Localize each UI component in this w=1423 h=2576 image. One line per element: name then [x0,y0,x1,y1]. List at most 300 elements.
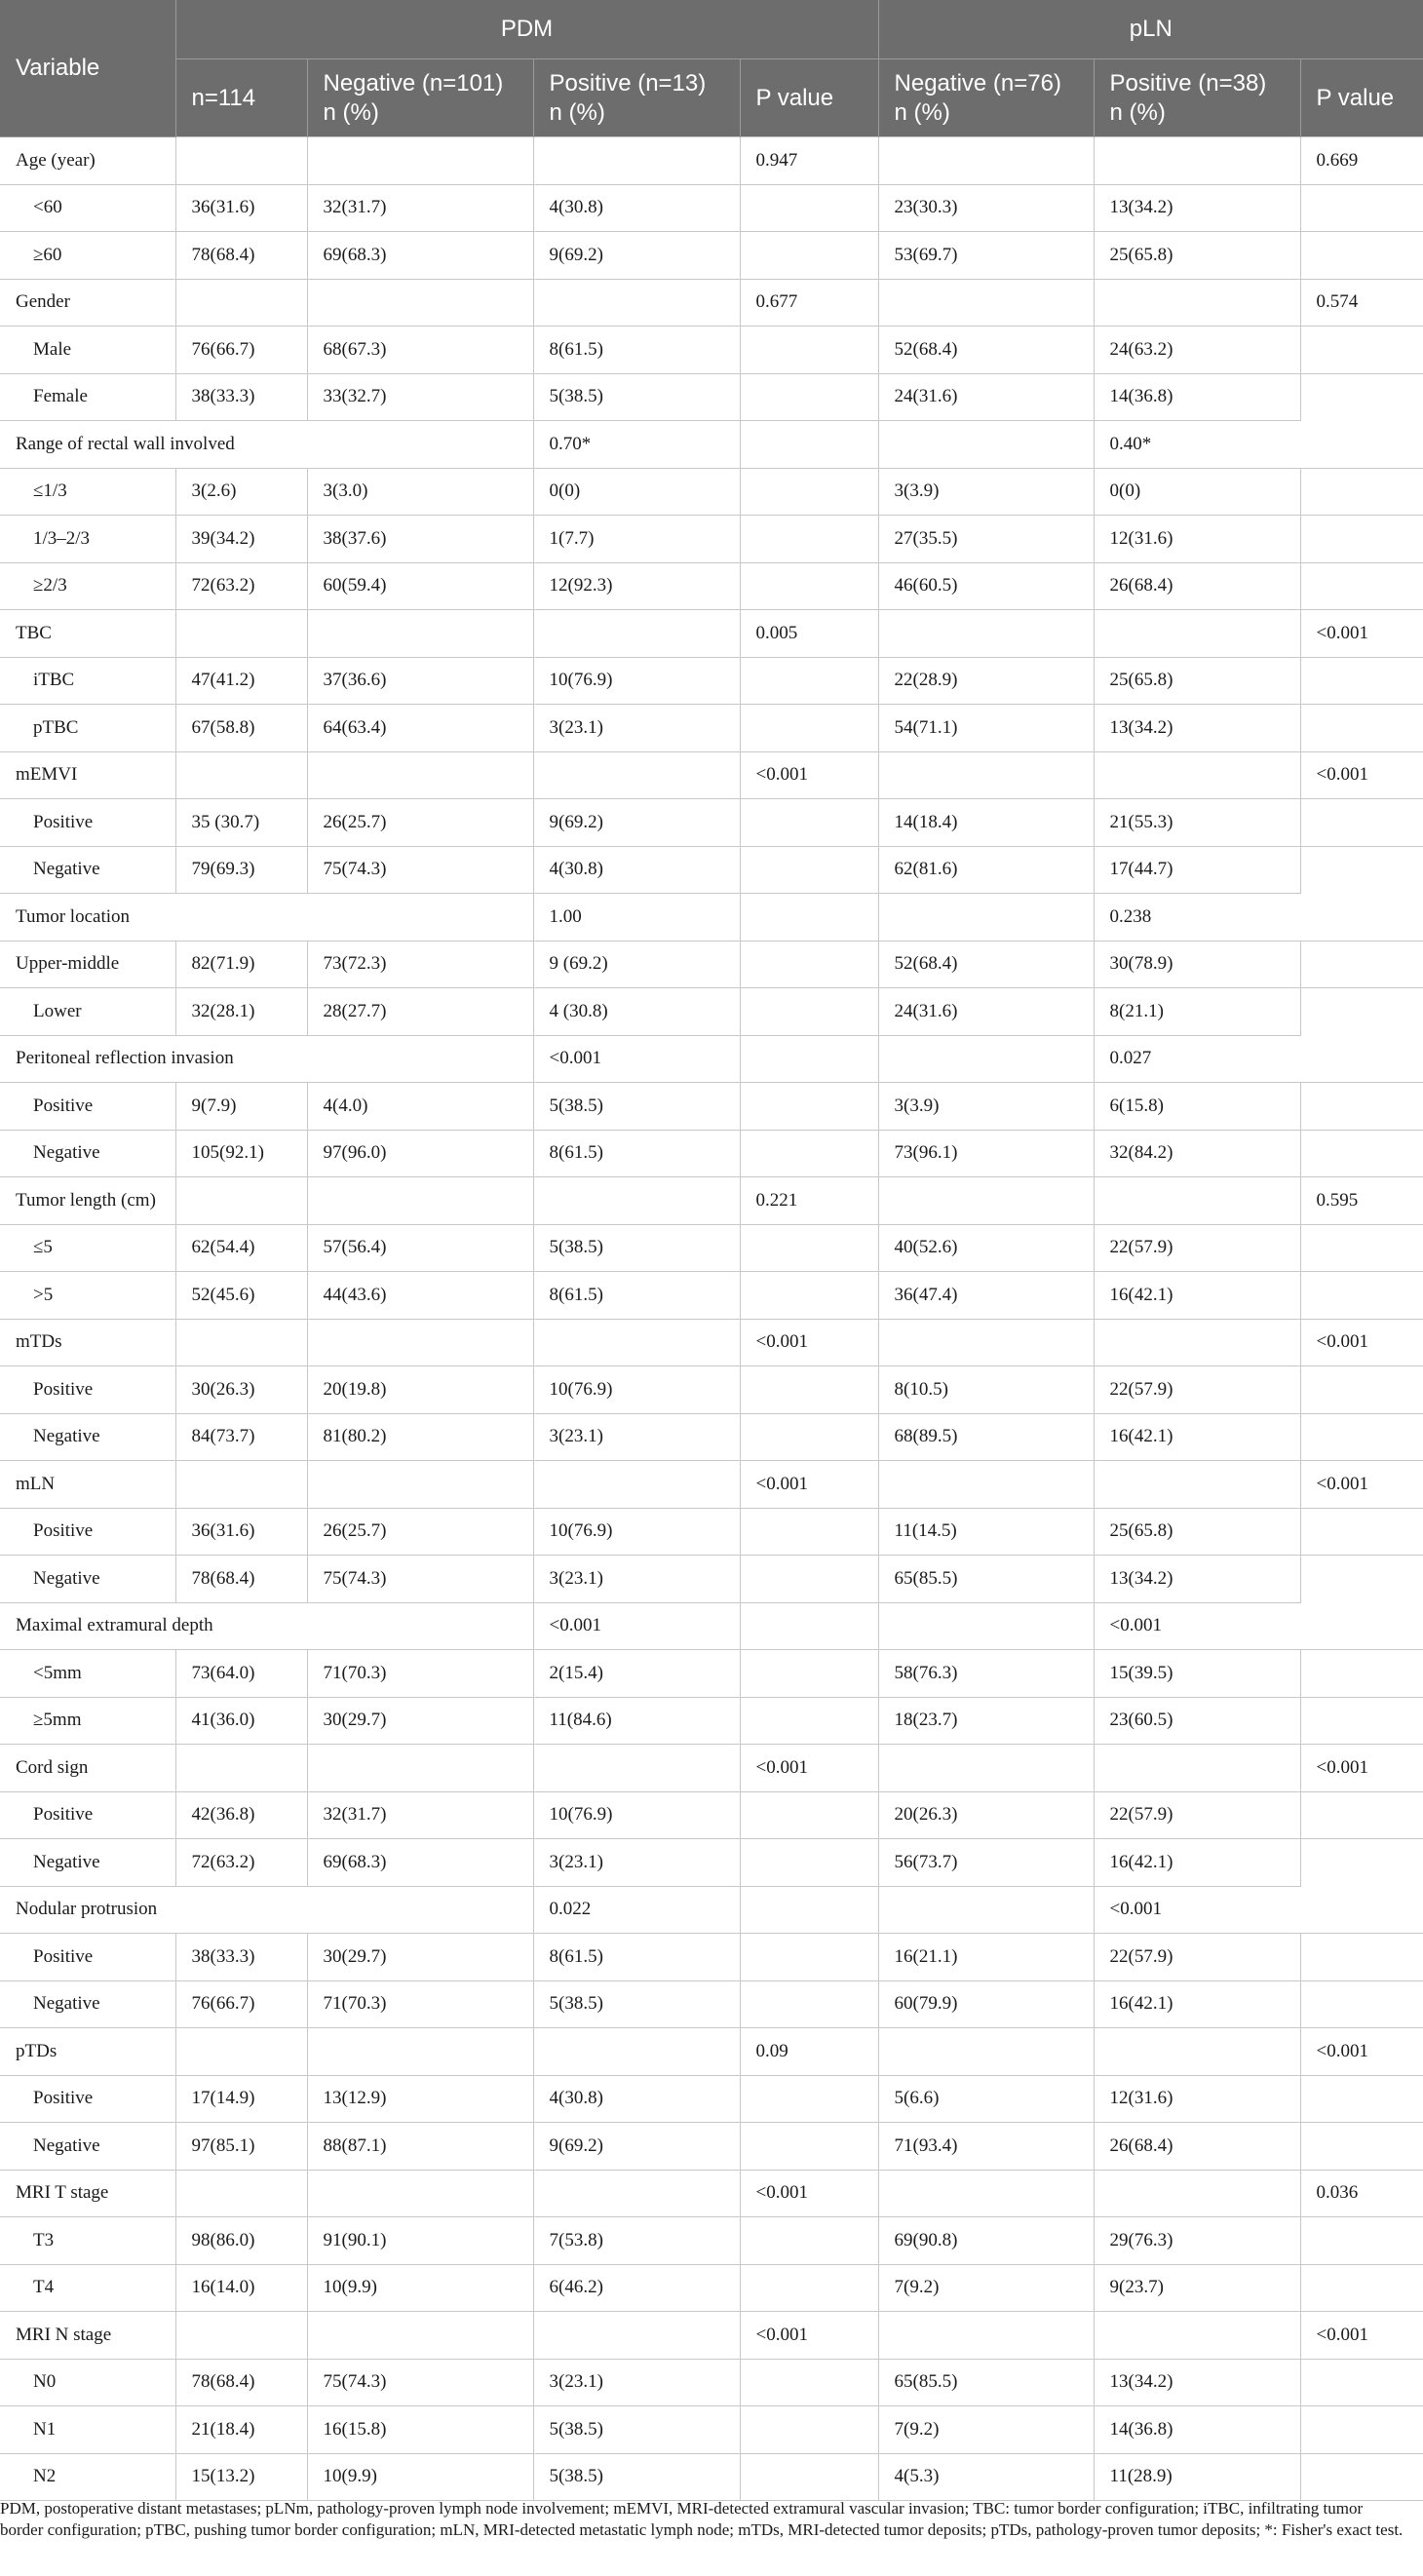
row-label: MRI N stage [0,2312,175,2360]
table-cell: 27(35.5) [878,516,1094,563]
table-cell: 98(86.0) [175,2217,307,2265]
table-cell: 4 (30.8) [533,988,740,1036]
row-label: Positive [0,1508,175,1556]
table-cell [878,1319,1094,1366]
row-label: Negative [0,1556,175,1603]
row-label: Gender [0,279,175,327]
table-row [0,327,1423,374]
table-row [0,1556,1423,1603]
table-cell: 14(36.8) [1094,373,1300,421]
table-cell [740,1839,878,1887]
table-cell: 7(53.8) [533,2217,740,2265]
table-cell: 30(29.7) [307,1697,533,1745]
table-row [0,2406,1423,2454]
table-cell [1300,232,1423,280]
table-cell: 24(63.2) [1094,327,1300,374]
table-cell [533,1177,740,1225]
table-cell [740,468,878,516]
table-cell [1300,1697,1423,1745]
table-cell: 68(89.5) [878,1413,1094,1461]
table-cell [740,1886,878,1934]
table-cell [1300,2075,1423,2123]
table-cell: 37(36.6) [307,657,533,705]
table-row [0,2453,1423,2501]
table-cell: 3(23.1) [533,1413,740,1461]
table-cell: 38(33.3) [175,1934,307,1981]
table-row [0,2312,1423,2360]
row-label: N2 [0,2453,175,2501]
table-cell: 16(42.1) [1094,1839,1300,1887]
table-cell: 16(14.0) [175,2264,307,2312]
row-label: Peritoneal reflection invasion [0,1035,533,1083]
table-cell: 17(14.9) [175,2075,307,2123]
row-label: mTDs [0,1319,175,1366]
table-cell [878,1177,1094,1225]
table-row [0,468,1423,516]
table-row [0,516,1423,563]
table-row [0,988,1423,1036]
table-cell: 3(23.1) [533,1556,740,1603]
table-row [0,421,1423,469]
table-row [0,373,1423,421]
table-cell [1300,1508,1423,1556]
table-row [0,1319,1423,1366]
table-row [0,1366,1423,1414]
table-cell: 14(36.8) [1094,2406,1300,2454]
table-cell: 9(7.9) [175,1083,307,1131]
table-cell: 13(34.2) [1094,705,1300,752]
table-row [0,1508,1423,1556]
row-label: Negative [0,1413,175,1461]
table-cell: 16(42.1) [1094,1413,1300,1461]
table-cell: 52(45.6) [175,1272,307,1320]
table-cell [1094,2028,1300,2076]
table-cell [1300,2123,1423,2171]
table-cell [307,1461,533,1509]
table-cell: <0.001 [1300,1745,1423,1792]
table-cell [740,1934,878,1981]
table-cell: 81(80.2) [307,1413,533,1461]
table-cell: 62(54.4) [175,1224,307,1272]
table-cell: 10(76.9) [533,657,740,705]
table-cell: 76(66.7) [175,1980,307,2028]
table-cell [307,751,533,799]
table-row [0,1697,1423,1745]
table-cell: 0.40* [1094,421,1300,469]
table-cell: 82(71.9) [175,941,307,988]
table-cell [1300,2359,1423,2406]
row-label: Positive [0,1791,175,1839]
row-label: MRI T stage [0,2170,175,2217]
table-row [0,1224,1423,1272]
table-cell: 9(69.2) [533,799,740,847]
table-cell [878,1035,1094,1083]
header-group-pln: pLN [878,0,1423,59]
table-cell: <0.001 [533,1602,740,1650]
table-row [0,1035,1423,1083]
table-cell: 46(60.5) [878,562,1094,610]
table-cell: 105(92.1) [175,1130,307,1177]
table-row [0,562,1423,610]
table-cell [1300,657,1423,705]
table-cell: <0.001 [1300,1461,1423,1509]
table-cell [878,1602,1094,1650]
row-label: ≤5 [0,1224,175,1272]
table-row [0,1650,1423,1698]
table-cell: 8(61.5) [533,327,740,374]
table-cell: 10(76.9) [533,1791,740,1839]
table-cell: 54(71.1) [878,705,1094,752]
table-cell [1094,137,1300,185]
table-cell: 10(76.9) [533,1366,740,1414]
table-cell [1300,1083,1423,1131]
table-cell: 3(23.1) [533,705,740,752]
table-cell: 0.027 [1094,1035,1300,1083]
table-cell [1300,1791,1423,1839]
table-cell [1094,1745,1300,1792]
table-cell [1300,516,1423,563]
table-row [0,1791,1423,1839]
row-label: <5mm [0,1650,175,1698]
table-cell: 69(90.8) [878,2217,1094,2265]
table-cell [740,1508,878,1556]
table-cell [878,137,1094,185]
table-cell: 0.005 [740,610,878,658]
table-cell [175,1745,307,1792]
table-cell [740,2406,878,2454]
table-cell [533,1461,740,1509]
table-cell: 3(2.6) [175,468,307,516]
table-cell [740,2359,878,2406]
table-cell [740,1556,878,1603]
table-cell: 72(63.2) [175,562,307,610]
row-label: >5 [0,1272,175,1320]
table-cell: 30(26.3) [175,1366,307,1414]
table-cell [307,1177,533,1225]
table-cell: 26(68.4) [1094,562,1300,610]
table-cell: 73(96.1) [878,1130,1094,1177]
table-row [0,941,1423,988]
row-label: Negative [0,1839,175,1887]
table-cell: 5(38.5) [533,1083,740,1131]
column-header: P value [1300,59,1423,137]
table-cell: 75(74.3) [307,1556,533,1603]
table-cell: 0.947 [740,137,878,185]
table-cell: 38(37.6) [307,516,533,563]
table-cell: <0.001 [1300,751,1423,799]
row-label: T3 [0,2217,175,2265]
row-label: N1 [0,2406,175,2454]
table-cell [1300,1130,1423,1177]
table-cell: 8(21.1) [1094,988,1300,1036]
table-cell: 71(93.4) [878,2123,1094,2171]
table-cell [740,2217,878,2265]
table-cell: 5(6.6) [878,2075,1094,2123]
table-cell [1300,1366,1423,1414]
table-cell: 3(23.1) [533,2359,740,2406]
table-cell: 64(63.4) [307,705,533,752]
row-label: Tumor location [0,894,533,942]
row-label: Nodular protrusion [0,1886,533,1934]
table-cell: 5(38.5) [533,373,740,421]
table-cell: 36(31.6) [175,184,307,232]
table-cell: 97(96.0) [307,1130,533,1177]
table-cell [1300,1980,1423,2028]
table-cell [1300,941,1423,988]
table-cell [1300,1272,1423,1320]
table-cell [533,279,740,327]
table-cell [878,1461,1094,1509]
table-cell: 30(29.7) [307,1934,533,1981]
table-cell: 15(13.2) [175,2453,307,2501]
table-cell: 16(42.1) [1094,1980,1300,2028]
table-cell: 22(57.9) [1094,1366,1300,1414]
row-label: pTBC [0,705,175,752]
table-row [0,751,1423,799]
column-header: Positive (n=38) n (%) [1094,59,1300,137]
table-cell: <0.001 [740,2170,878,2217]
table-cell [533,610,740,658]
table-cell: 28(27.7) [307,988,533,1036]
table-cell: 13(34.2) [1094,184,1300,232]
table-cell: 12(31.6) [1094,516,1300,563]
table-cell: 40(52.6) [878,1224,1094,1272]
table-cell: 3(3.9) [878,468,1094,516]
table-cell: 78(68.4) [175,232,307,280]
table-cell: 32(31.7) [307,1791,533,1839]
table-cell [878,1745,1094,1792]
table-cell: <0.001 [740,1745,878,1792]
table-cell: 23(60.5) [1094,1697,1300,1745]
table-row [0,279,1423,327]
table-cell: <0.001 [1300,1319,1423,1366]
table-cell [878,1886,1094,1934]
table-cell: 3(3.9) [878,1083,1094,1131]
table-row [0,610,1423,658]
row-label: Range of rectal wall involved [0,421,533,469]
table-cell: 8(10.5) [878,1366,1094,1414]
table-cell: 57(56.4) [307,1224,533,1272]
table-cell [175,610,307,658]
table-cell: 0.09 [740,2028,878,2076]
table-cell: 15(39.5) [1094,1650,1300,1698]
table-cell: <0.001 [740,2312,878,2360]
table-cell: 78(68.4) [175,1556,307,1603]
table-cell [1300,1413,1423,1461]
table-cell: 10(9.9) [307,2453,533,2501]
table-cell [1300,1934,1423,1981]
table-cell: 11(84.6) [533,1697,740,1745]
table-row [0,1839,1423,1887]
table-row [0,1083,1423,1131]
table-cell: <0.001 [533,1035,740,1083]
table-cell: 0.022 [533,1886,740,1934]
table-cell: 29(76.3) [1094,2217,1300,2265]
table-cell [740,1650,878,1698]
table-cell: 32(84.2) [1094,1130,1300,1177]
table-cell [740,846,878,894]
table-cell: 24(31.6) [878,988,1094,1036]
table-cell [740,1413,878,1461]
table-cell [1300,327,1423,374]
table-cell [740,941,878,988]
table-cell: 16(15.8) [307,2406,533,2454]
table-cell: 10(76.9) [533,1508,740,1556]
table-cell [1094,279,1300,327]
row-label: Maximal extramural depth [0,1602,533,1650]
table-cell [533,2028,740,2076]
table-cell [307,1745,533,1792]
table-cell: 42(36.8) [175,1791,307,1839]
table-cell [740,657,878,705]
table-cell [740,1791,878,1839]
table-cell [878,2028,1094,2076]
table-cell: 26(25.7) [307,1508,533,1556]
table-cell: 2(15.4) [533,1650,740,1698]
table-cell: 11(14.5) [878,1508,1094,1556]
table-cell: 0.677 [740,279,878,327]
table-cell: 0.238 [1094,894,1300,942]
table-cell: 0.221 [740,1177,878,1225]
table-cell [1300,562,1423,610]
table-row [0,137,1423,185]
table-cell [1094,2170,1300,2217]
table-cell [175,1461,307,1509]
table-cell [175,1319,307,1366]
table-cell: 91(90.1) [307,2217,533,2265]
table-cell: 0.70* [533,421,740,469]
table-cell: 20(26.3) [878,1791,1094,1839]
table-cell [1300,1650,1423,1698]
table-cell: 6(46.2) [533,2264,740,2312]
table-cell: 78(68.4) [175,2359,307,2406]
column-header: n=114 [175,59,307,137]
table-cell: 5(38.5) [533,1224,740,1272]
table-cell [307,2170,533,2217]
table-cell [1094,1461,1300,1509]
table-cell [307,279,533,327]
table-cell [740,1366,878,1414]
table-cell: 67(58.8) [175,705,307,752]
row-label: Positive [0,799,175,847]
table-cell [1094,1319,1300,1366]
table-row [0,2359,1423,2406]
table-cell: 4(4.0) [307,1083,533,1131]
table-cell: 8(61.5) [533,1934,740,1981]
table-cell: 9(69.2) [533,2123,740,2171]
table-cell: 79(69.3) [175,846,307,894]
table-cell [533,1745,740,1792]
table-cell [878,279,1094,327]
table-cell: <0.001 [740,1319,878,1366]
table-cell: 53(69.7) [878,232,1094,280]
table-cell: 26(25.7) [307,799,533,847]
table-cell [1094,2312,1300,2360]
table-row [0,1461,1423,1509]
table-cell [533,2170,740,2217]
table-cell [740,1083,878,1131]
table-row [0,799,1423,847]
table-cell: 17(44.7) [1094,846,1300,894]
table-cell [1094,610,1300,658]
table-cell [740,894,878,942]
table-cell: 32(31.7) [307,184,533,232]
table-row [0,1272,1423,1320]
table-cell [307,2312,533,2360]
table-cell [175,1177,307,1225]
table-cell: 73(64.0) [175,1650,307,1698]
table-cell [740,562,878,610]
table-cell: 13(34.2) [1094,2359,1300,2406]
table-cell: 4(5.3) [878,2453,1094,2501]
table-cell: 75(74.3) [307,846,533,894]
table-row [0,1745,1423,1792]
column-header: Negative (n=76) n (%) [878,59,1094,137]
table-cell: 69(68.3) [307,232,533,280]
table-cell: 3(23.1) [533,1839,740,1887]
table-cell [533,137,740,185]
table-cell: 25(65.8) [1094,1508,1300,1556]
table-cell [740,1272,878,1320]
table-cell [1300,705,1423,752]
table-cell: 23(30.3) [878,184,1094,232]
table-cell [878,610,1094,658]
row-label: TBC [0,610,175,658]
table-cell [740,1035,878,1083]
row-label: Positive [0,1083,175,1131]
table-cell: 1.00 [533,894,740,942]
table-cell: 12(92.3) [533,562,740,610]
column-header: P value [740,59,878,137]
table-cell: 76(66.7) [175,327,307,374]
table-cell: 72(63.2) [175,1839,307,1887]
column-header: Positive (n=13) n (%) [533,59,740,137]
row-label: Upper-middle [0,941,175,988]
table-row [0,232,1423,280]
table-cell: 6(15.8) [1094,1083,1300,1131]
table-cell: <0.001 [1300,610,1423,658]
table-cell: 11(28.9) [1094,2453,1300,2501]
table-row [0,2170,1423,2217]
table-row [0,1177,1423,1225]
row-label: N0 [0,2359,175,2406]
row-label: ≥5mm [0,1697,175,1745]
row-label: Female [0,373,175,421]
table-cell: 32(28.1) [175,988,307,1036]
table-cell: 35 (30.7) [175,799,307,847]
table-cell: 39(34.2) [175,516,307,563]
row-label: Cord sign [0,1745,175,1792]
row-label: ≤1/3 [0,468,175,516]
table-cell: 58(76.3) [878,1650,1094,1698]
table-cell [175,2170,307,2217]
table-cell: 47(41.2) [175,657,307,705]
table-cell: 68(67.3) [307,327,533,374]
table-cell [1300,846,1423,894]
table-cell [740,799,878,847]
table-cell [740,421,878,469]
table-cell: 88(87.1) [307,2123,533,2171]
table-cell [740,2123,878,2171]
table-cell: 84(73.7) [175,1413,307,1461]
table-cell [1300,988,1423,1036]
table-cell [878,2170,1094,2217]
table-cell: 25(65.8) [1094,657,1300,705]
table-cell: 9(69.2) [533,232,740,280]
table-row [0,1130,1423,1177]
table-row [0,657,1423,705]
table-cell [740,988,878,1036]
